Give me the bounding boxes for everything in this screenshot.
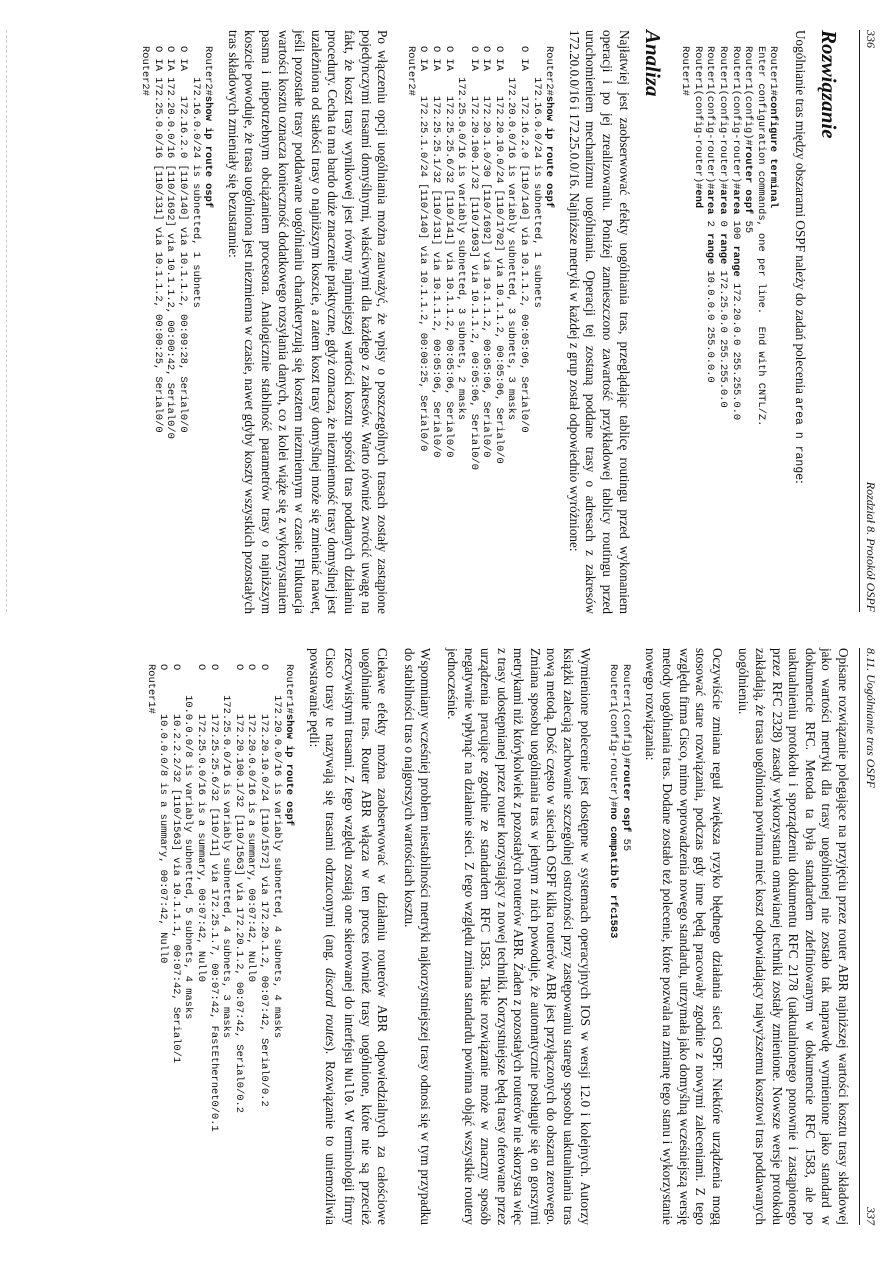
code-line: Router2#show ip route ospf [543, 46, 556, 209]
code-line: Router1(config)#router ospf 55 [742, 46, 755, 234]
route-table-before [404, 46, 555, 614]
analiza-paragraph-1: Najłatwiej jest zaobserwować efekty uogólniania tras, przeglądając tablicę routingu przed wykonaniem operacji i po jej zrealizowaniu. Poniżej zamieszczono zawartość przykładowej tablicy routingu przed uruchomieniem mechanizmu uogólniania. Operacji tej zostaną poddane trasy o adresach z zakresów 172.20.0.0/16 i 172.25.0.0/16. Najniższe metryki w każdej z grup został odpowiednio wyróżnione: [566, 30, 632, 614]
code-line: Router1# [144, 664, 157, 714]
code-line: Router1# [679, 46, 692, 96]
code-line: O 172.20.100.1/32 [110/1563] via 172.20.1.2, 00:07:42, Serial0/0.2 [232, 664, 245, 1113]
code-line: 172.25.0.0/16 is variably subnetted, 3 subnets, 2 masks [455, 46, 468, 421]
config-listing [607, 664, 632, 1225]
intro-paragraph: Uogólnianie tras między obszarami OSPF należy do zadań polecenia area n range: [792, 30, 808, 484]
paragraph-2: Oczywiście zmiana reguł zwiększa ryzyko błędnego działania sieci OSPF. Niektóre urządzenia mogą stosować stare rozwiązania, podczas gdy inne będą pracowały zgodnie z nowymi zaleceniami. Z tego względu firma Cisco, mimo wprowadzenia nowego standardu, utrzymała jako domyślną wcześniejszą wersję metody uogólniania tras. Dodane zostało też polecenie, które pozwala na zmianę tego stanu i wykorzystanie nowego rozwiązania: [643, 648, 725, 1225]
scan-edge [6, 30, 7, 612]
paragraph-5: Ciekawe efekty można zaobserwować w działaniu routerów ABR odpowiedzialnych za całościowe uogólnianie tras. Router ABR włącza w ten proces również trasy uogólnione, które nie są przecież rzeczywistymi trasami. Z tego względu zostają one skierowanej do interfejsu Null0. W terminologii firmy Cisco trasy te nazywają się trasami odrzuconymi (ang. discard routes). Rozwiązanie to uniemożliwia powstawanie pętli: [306, 648, 391, 1225]
code-line: O 172.20.0.0/16 is a summary, 00:07:42, Null0 [245, 664, 258, 983]
code-line: O 10.2.2.2/32 [110/1563] via 10.1.1.1, 00:07:42, Serial0/1 [169, 664, 182, 1064]
code-line: O IA 172.16.2.0 [110/140] via 10.1.1.2, 00:09:28, Serial0/0 [177, 46, 190, 433]
running-header: Rozdział 8. Protokół OSPF [864, 481, 878, 612]
page-number: 336 [864, 30, 878, 48]
code-line: Router2#show ip route ospf [202, 46, 215, 209]
code-line: 172.25.0.0/16 is variably subnetted, 4 subnets, 3 masks [220, 664, 233, 1039]
code-line: 172.20.0.0/16 is variably subnetted, 3 subnets, 3 masks [505, 46, 518, 421]
config-listing [679, 46, 780, 614]
code-line: Enter configuration commands, one per line. End with CNTL/Z. [754, 46, 767, 427]
code-line: Router1(config-router)#area 100 range 172.20.0.0 255.255.0.0 [729, 46, 742, 421]
page-header [859, 30, 883, 612]
page-content [125, 30, 851, 614]
code-line: 10.0.0.0/8 is variably subnetted, 5 subnets, 4 masks [182, 664, 195, 1020]
term-discard-routes: discard routes [323, 967, 339, 1047]
code-line: O IA 172.20.10.0/24 [110/1702] via 10.1.1.2, 00:05:06, Serial0/0 [492, 46, 505, 464]
paragraph-1: Opisane rozwiązanie polegające na przyjęciu przez router ABR najniższej wartości kosztu trasy składowej jako wartości metryki dla trasy uogólnionej nie zostało tak naprawdę wymienione jako standard w dokumencie RFC. Metoda ta była standardem zdefiniowanym w dokumencie RFC 1583, ale po uaktualnieniu protokołu i sporządzeniu dokumentu RFC 2178 (uaktualnionego ponownie i zastąpionego przez RFC 2328) zasady wykorzystania omawianej techniki zostały zmienione. Nowsze wersje protokołu zakładają, że trasa uogólniona powinna mieć koszt odpowiadający najwyższemu kosztowi tras poddawanych uogólnieniu. [736, 648, 851, 1225]
code-line: Router1(config-router)#end [691, 46, 704, 209]
code-line: Router1(config-router)#area 2 range 10.0.0.0 255.0.0.0 [704, 46, 717, 383]
running-header: 8.11. Uogólnianie tras OSPF [864, 648, 878, 789]
inline-null0: Null0 [340, 1067, 354, 1103]
code-line: O 10.0.0.0/8 is a summary, 00:07:42, Null0 [157, 664, 170, 964]
code-line: O 172.20.10.0/24 [110/1572] via 172.20.1.2, 00:07:42, Serial0/0.2 [258, 664, 270, 1107]
code-line: O IA 172.20.100.1/32 [110/1693] via 10.1.1.2, 00:05:06, Serial0/0 [467, 46, 480, 471]
code-line: Router2# [404, 46, 417, 96]
code-line: O IA 172.25.1.0/24 [110/140] via 10.1.1.2, 00:00:25, Serial0/0 [417, 46, 430, 452]
code-line: O IA 172.16.2.0 [110/140] via 10.1.1.2, 00:05:06, Serial0/0 [518, 46, 531, 433]
analiza-paragraph-2: Po włączeniu opcji uogólniania można zauważyć, że wpisy o poszczególnych trasach zostały zastąpione pojedynczymi trasami domyślnymi, właściwymi dla każdego z zakresów. Warto również zwrócić uwagę na fakt, że koszt trasy wynikowej jest równy najmniejszej wartości kosztu spośród tras poddanych działaniu procedury. Cecha ta ma bardo duże znaczenie praktyczne, gdyż oznacza, że niezmienność trasy domyślnej jest uzależniona od stałości trasy o najniższym koszcie, a zatem koszt trasy domyślnej może się zmieniać nawet, jeśli pozostałe trasy poddawane uogólnianiu charakteryzują się kosztem niezmiennym w czasie. Fluktuacja wartości kosztu oznacza konieczność dodatkowego rozsyłania danych, co z kolei wiąże się z wykorzystaniem pasma i niepotrzebnym obciążaniem procesora. Analogicznie stabilność parametrów trasy o najniższym koszcie powoduje, że trasa uogólniona jest niezmienna w czasie, nawet gdyby koszty wszystkich pozostałych tras składowych zmieniały się bezustannie: [225, 30, 391, 614]
code-line: Router1#configure terminal [767, 46, 780, 209]
route-table-summary [144, 664, 295, 1225]
page-337 [0, 632, 893, 1263]
inline-command: area n range [792, 397, 805, 481]
code-line: Router1#show ip route ospf [283, 664, 296, 827]
section-title-rozwiazanie: Rozwiązanie [817, 30, 841, 139]
code-line: 172.16.0.0/24 is subnetted, 1 subnets [530, 46, 543, 308]
code-line: Router1(config)#router ospf 55 [619, 664, 632, 852]
paragraph-4: Wspomniany wcześniej problem niestabilności metryki najkorzystniejszej trasy odnosi się w tym przypadku do stabilności tras o najgorszych wartościach kosztu. [401, 648, 434, 1225]
page-header [859, 648, 883, 1225]
code-line: O 172.25.0.0/16 is a summary, 00:07:42, Null0 [195, 664, 208, 983]
page-content [130, 648, 851, 1225]
section-title-analiza: Analiza [640, 30, 665, 97]
code-line: O IA 172.20.1.0/30 [110/1692] via 10.1.1.2, 00:05:06, Serial0/0 [480, 46, 493, 458]
page-number: 337 [864, 1207, 878, 1225]
code-line: 172.20.0.0/16 is variably subnetted, 4 subnets, 4 masks [270, 664, 283, 1039]
code-line: Router1(config-router)#no compatible rfc1583 [607, 664, 620, 939]
paragraph-3: Wymienione polecenie jest dostępne w systemach operacyjnych IOS w wersji 12.0 i kolejnych. Autorzy książki zalecają zachowanie szczególnej ostrożności przy zastępowaniu starego sposobu uaktualniania tras nową metodą. Dość często w sieciach OSPF kilka routerów ABR jest przyłączonych do obszaru zerowego. Zmiana sposobu uogólniania tras w jednym z nich powoduje, że automatycznie posługuje się on gorszymi metrykami niż którykolwiek z pozostałych routerów ABR. Żaden z pozostałych routerów nie skorzysta więc z trasy udostępnianej przez router korzystający z nowej techniki. Korzystniejsze będą trasy oferowane przez urządzenia pracujące zgodnie ze standardem RFC 1583. Takie rozwiązanie może w znaczny sposób negatywnie wpłynąć na działanie sieci. Z tego względu zmiana standardu powinna objąć wszystkie routery jednocześnie. [444, 648, 593, 1225]
route-table-after [139, 46, 215, 614]
code-line: Router1(config-router)#area 0 range 172.25.0.0 255.255.0.0 [717, 46, 730, 408]
code-line: Router2# [139, 46, 152, 96]
code-line: O IA 172.25.25.6/32 [110/141] via 10.1.1.2, 00:05:06, Serial0/0 [442, 46, 455, 458]
code-line: O 172.25.25.6/32 [110/11] via 172.25.1.7, 00:07:42, FastEthernet0/0.1 [207, 664, 220, 1132]
code-line: O IA 172.25.0.0/16 [110/131] via 10.1.1.2, 00:00:25, Serial0/0 [151, 46, 164, 433]
code-line: 172.16.0.0/24 is subnetted, 1 subnets [189, 46, 202, 308]
code-line: O IA 172.25.25.1/32 [110/131] via 10.1.1.2, 00:05:06, Serial0/0 [429, 46, 442, 458]
code-line: O IA 172.20.0.0/16 [110/1692] via 10.1.1.2, 00:00:42, Serial0/0 [164, 46, 177, 439]
